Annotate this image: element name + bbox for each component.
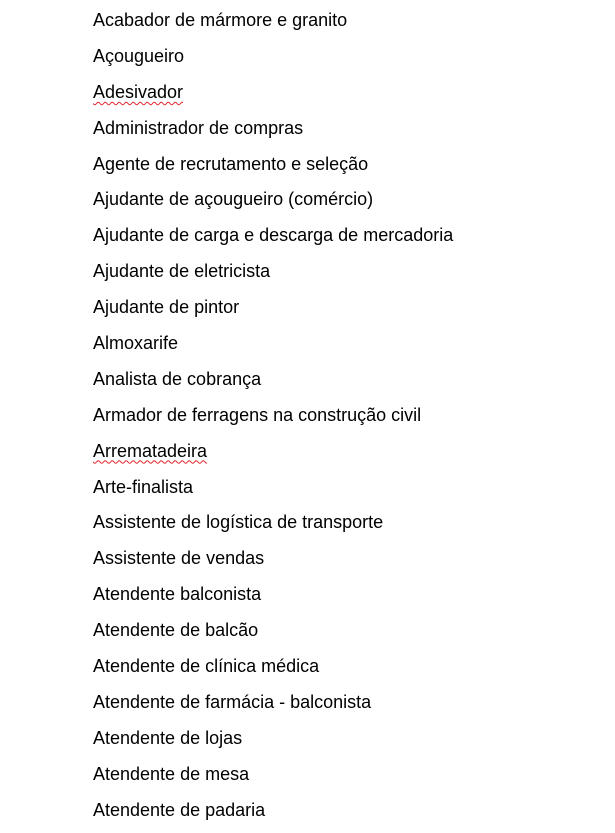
job-title-item[interactable] [93, 510, 453, 546]
job-title-item[interactable] [93, 367, 453, 403]
job-title-item[interactable] [93, 654, 453, 690]
job-title-item[interactable] [93, 690, 453, 726]
job-title-item[interactable] [93, 116, 453, 152]
job-title-text: Acabador de mármore e granito [93, 10, 348, 30]
job-title-item[interactable] [93, 259, 453, 295]
job-title-item[interactable] [93, 223, 453, 259]
job-title-item[interactable] [93, 80, 453, 116]
job-title-item[interactable] [93, 618, 453, 654]
job-title-item[interactable] [93, 152, 453, 188]
job-title-item[interactable] [93, 798, 453, 833]
job-title-item[interactable] [93, 439, 453, 475]
job-title-text: Analista de cobrança [93, 368, 262, 389]
job-title-item[interactable] [93, 8, 453, 44]
job-title-text: Atendente de farmácia - balconista [93, 691, 372, 712]
job-title-text: Ajudante de eletricista [93, 261, 271, 282]
job-title-list [93, 8, 453, 833]
job-title-text: Atendente de lojas [93, 727, 243, 748]
job-title-text: Armador de ferragens na construção civil [93, 404, 422, 425]
job-title-item[interactable] [93, 546, 453, 582]
job-title-text: Ajudante de carga e descarga de mercadoria [93, 225, 454, 246]
job-title-text: Atendente de clínica médica [93, 656, 320, 677]
job-title-text: Atendente de mesa [93, 763, 250, 784]
job-title-text: Atendente balconista [93, 584, 262, 605]
job-title-text: Arrematadeira [93, 440, 208, 461]
job-title-text: Atendente de balcão [93, 620, 259, 641]
job-title-item[interactable] [93, 44, 453, 80]
job-title-text: Adesivador [93, 81, 184, 102]
job-title-text: Assistente de logística de transporte [93, 512, 384, 533]
job-title-item[interactable] [93, 582, 453, 618]
job-title-text: Ajudante de pintor [93, 297, 240, 318]
job-title-item[interactable] [93, 187, 453, 223]
job-title-text: Administrador de compras [93, 117, 304, 138]
job-title-text: Atendente de padaria [93, 799, 266, 820]
job-title-item[interactable] [93, 331, 453, 367]
job-title-text: Açougueiro [93, 45, 185, 66]
job-title-text: Assistente de vendas [93, 548, 265, 569]
job-title-text: Ajudante de açougueiro (comércio) [93, 189, 374, 210]
job-title-item[interactable] [93, 726, 453, 762]
job-title-item[interactable] [93, 403, 453, 439]
job-title-item[interactable] [93, 762, 453, 798]
job-title-text: Agente de recrutamento e seleção [93, 153, 369, 174]
job-title-text: Almoxarife [93, 333, 179, 354]
job-title-item[interactable] [93, 475, 453, 511]
job-title-text: Arte-finalista [93, 476, 194, 497]
job-title-item[interactable] [93, 295, 453, 331]
